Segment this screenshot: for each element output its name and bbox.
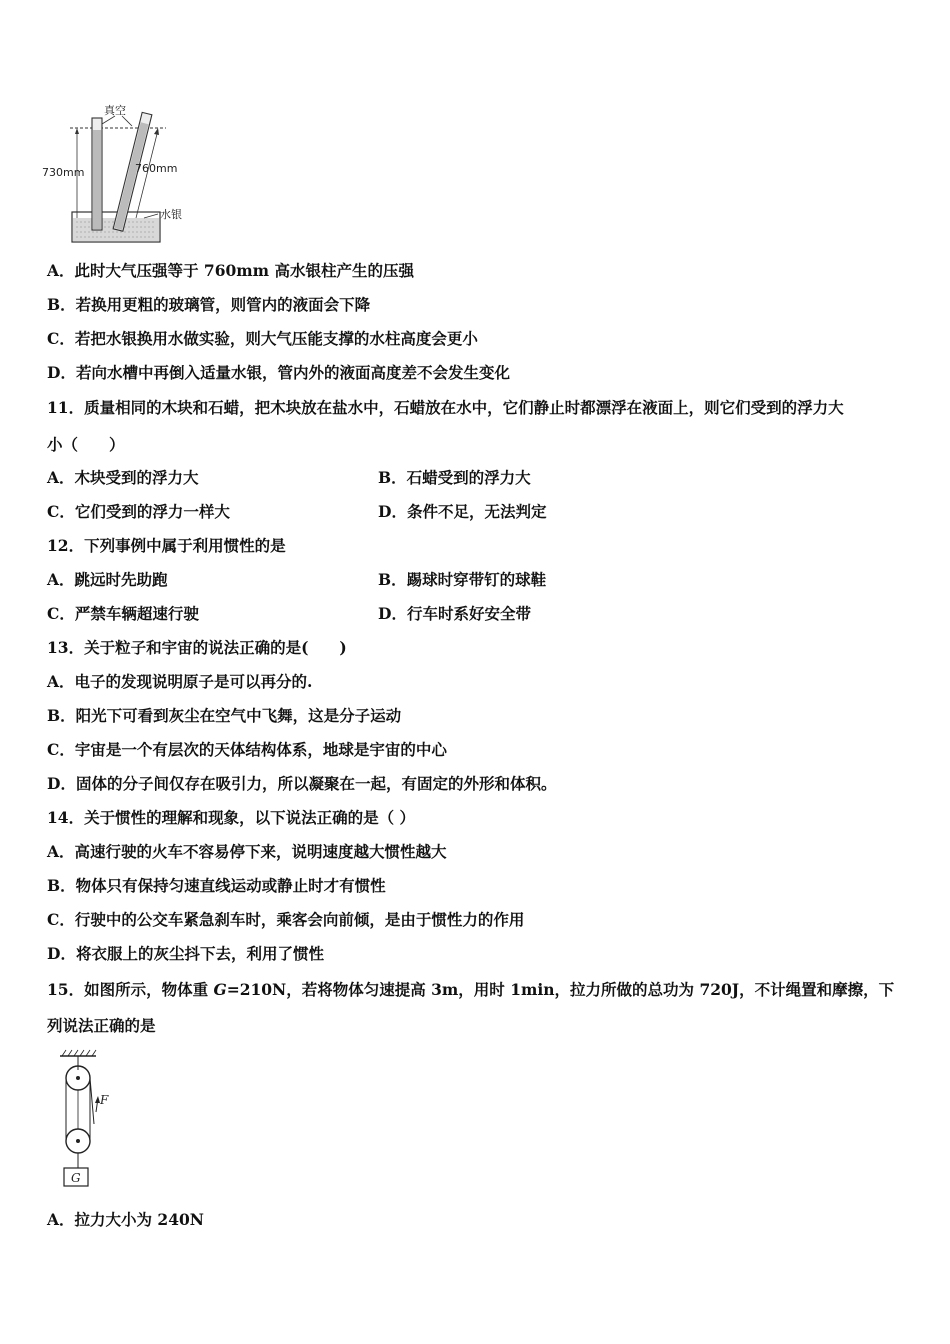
q13-option-b: B．阳光下可看到灰尘在空气中飞舞，这是分子运动 <box>47 706 402 725</box>
q11-option-a: A．木块受到的浮力大 <box>47 468 199 487</box>
q14-option-a: A．高速行驶的火车不容易停下来，说明速度越大惯性越大 <box>47 842 447 861</box>
q13-option-c: C．宇宙是一个有层次的天体结构体系，地球是宇宙的中心 <box>47 740 447 759</box>
q11-option-d: D．条件不足，无法判定 <box>378 502 547 521</box>
q12-option-c: C．严禁车辆超速行驶 <box>47 604 199 623</box>
q10-option-d: D．若向水槽中再倒入适量水银，管内外的液面高度差不会发生变化 <box>47 363 510 382</box>
q12-option-a: A．跳远时先助跑 <box>47 570 168 589</box>
vacuum-label: 真空 <box>104 104 126 117</box>
force-label: F <box>100 1093 109 1107</box>
label-730mm: 730mm <box>42 166 85 179</box>
q14-option-c: C．行驶中的公交车紧急刹车时，乘客会向前倾，是由于惯性力的作用 <box>47 910 525 929</box>
label-760mm: 760mm <box>135 162 178 175</box>
q15-stem-var: G <box>213 980 227 999</box>
q12-option-b: B．踢球时穿带钉的球鞋 <box>378 570 547 589</box>
q12-option-d: D．行车时系好安全带 <box>378 604 531 623</box>
mercury-label: 水银 <box>160 208 182 221</box>
q15-stem-line1 <box>47 980 894 1000</box>
q14-option-b: B．物体只有保持匀速直线运动或静止时才有惯性 <box>47 876 386 895</box>
q13-option-a: A．电子的发现说明原子是可以再分的. <box>47 672 313 691</box>
q15-stem-post: =210N，若将物体匀速提高 3m，用时 1min，拉力所做的总功为 720J，不计绳置和摩擦，下 <box>226 980 895 999</box>
q13-option-d: D．固体的分子间仅存在吸引力，所以凝聚在一起，有固定的外形和体积。 <box>47 774 557 793</box>
torricelli-figure <box>40 100 200 248</box>
q10-option-c: C．若把水银换用水做实验，则大气压能支撑的水柱高度会更小 <box>47 329 478 348</box>
q13-stem: 13．关于粒子和宇宙的说法正确的是( ) <box>47 638 347 657</box>
pulley-figure <box>52 1046 132 1194</box>
q12-stem: 12．下列事例中属于利用惯性的是 <box>47 536 286 555</box>
q14-option-d: D．将衣服上的灰尘抖下去，利用了惯性 <box>47 944 324 963</box>
q11-option-c: C．它们受到的浮力一样大 <box>47 502 230 521</box>
weight-label: G <box>71 1171 81 1185</box>
q10-option-b: B．若换用更粗的玻璃管，则管内的液面会下降 <box>47 295 371 314</box>
q10-option-a: A．此时大气压强等于 760mm 高水银柱产生的压强 <box>47 261 414 280</box>
q11-option-b: B．石蜡受到的浮力大 <box>378 468 531 487</box>
q15-option-a: A．拉力大小为 240N <box>47 1210 204 1229</box>
q14-stem: 14．关于惯性的理解和现象，以下说法正确的是（ ） <box>47 808 415 827</box>
q15-stem-line2: 列说法正确的是 <box>47 1016 156 1035</box>
q15-stem-pre: 15．如图所示，物体重 <box>47 980 214 999</box>
q11-stem-line1: 11．质量相同的木块和石蜡，把木块放在盐水中，石蜡放在水中，它们静止时都漂浮在液面上，则它们受到的浮力大 <box>47 398 844 417</box>
q11-stem-line2: 小（ ） <box>47 435 125 454</box>
